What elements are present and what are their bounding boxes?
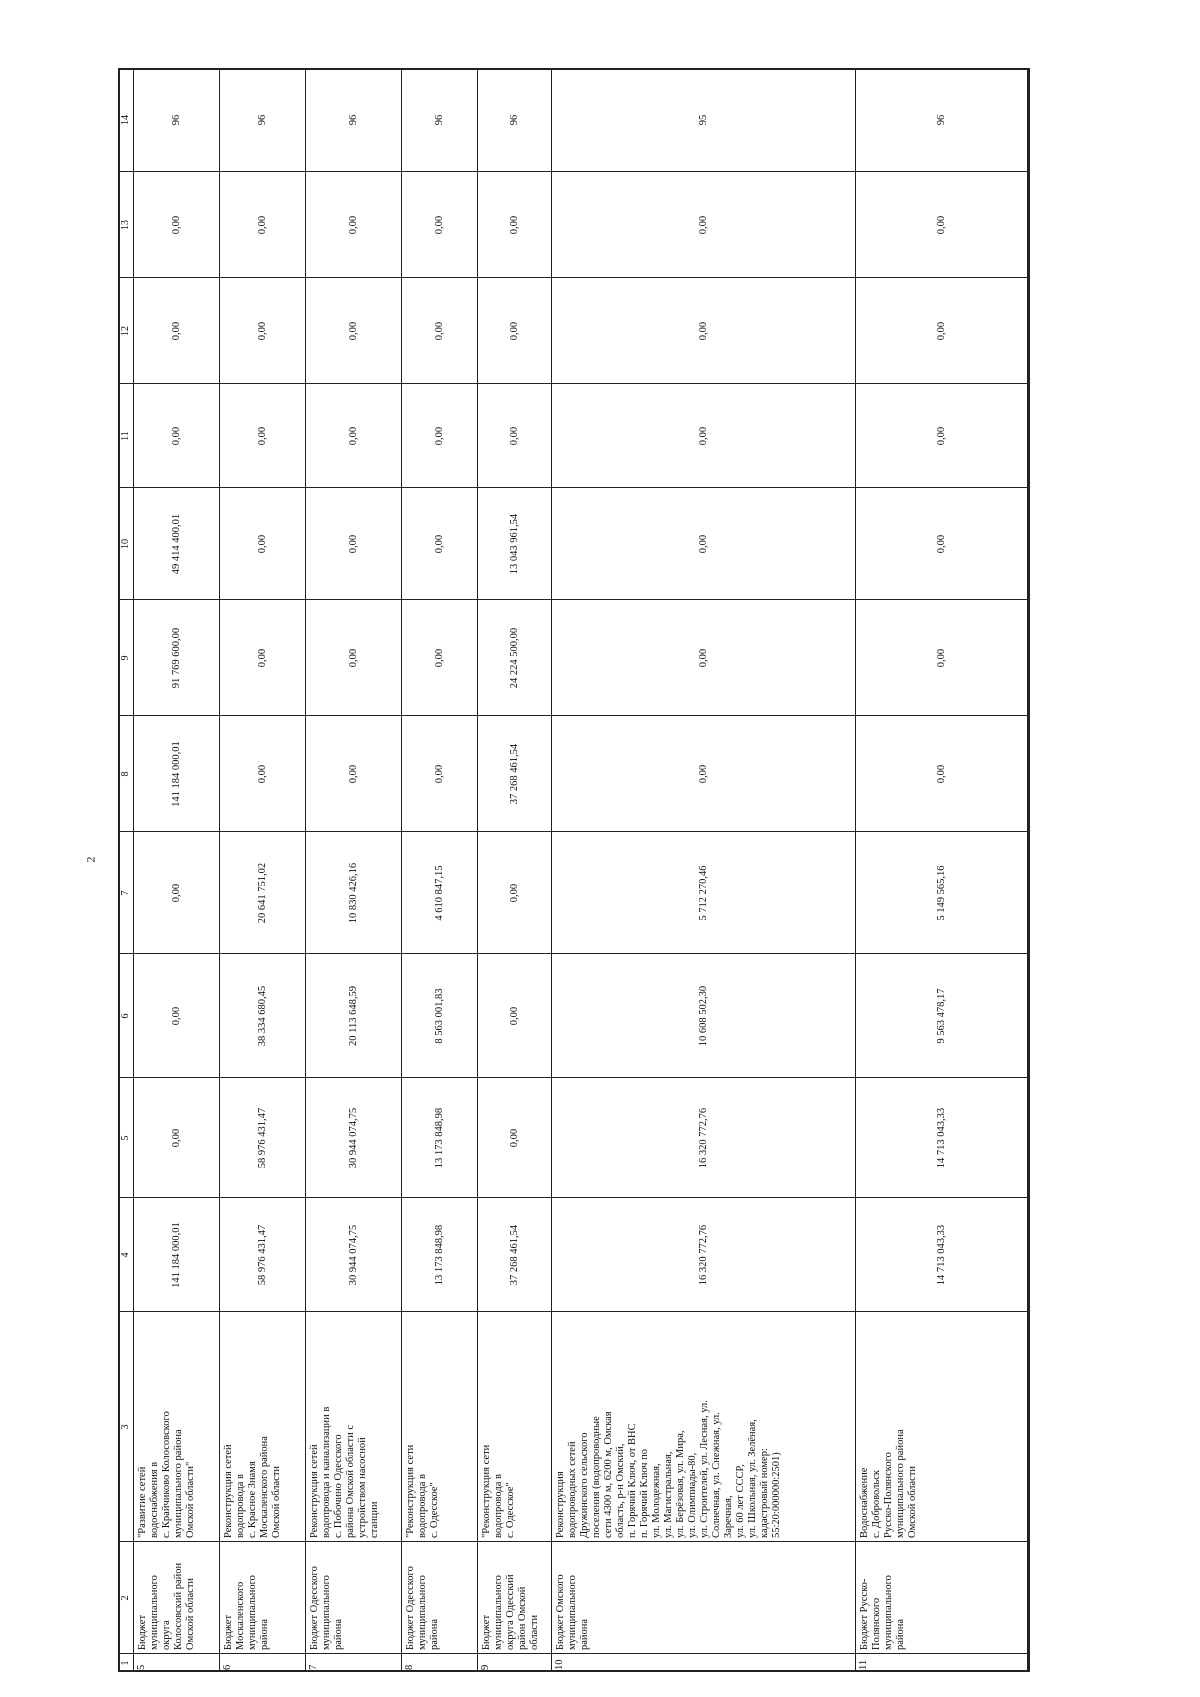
amount-value: 0,00 (936, 648, 947, 668)
amount-value: 0,00 (434, 764, 445, 784)
header-col-4 (118, 1198, 134, 1312)
header-col-number: 6 (120, 1013, 131, 1019)
table-cell-r10-c6 (552, 954, 856, 1078)
amount-value: 49 414 400,01 (171, 513, 182, 575)
table-cell-r10-c3 (552, 1312, 856, 1542)
amount-value: 0,00 (698, 648, 709, 668)
amount-value: 0,00 (509, 1006, 520, 1026)
table-cell-r8-c5 (402, 1078, 478, 1198)
amount-value: 0,00 (171, 426, 182, 446)
header-col-number: 3 (120, 1424, 131, 1430)
amount-value: 0,00 (936, 534, 947, 554)
table-cell-r5-c9 (134, 600, 220, 716)
table-cell-r8-c10 (402, 488, 478, 600)
table-cell-r11-c8 (856, 716, 1028, 832)
table-cell-r6-c7 (220, 832, 306, 954)
table-cell-r7-c5 (306, 1078, 402, 1198)
amount-value: 13 043 961,54 (509, 513, 520, 575)
table-cell-r9-c14 (478, 68, 552, 172)
amount-value: 5 149 565,16 (936, 865, 947, 921)
amount-value: 0,00 (257, 321, 268, 341)
amount-value: 0,00 (348, 764, 359, 784)
amount-value: 0,00 (936, 321, 947, 341)
header-col-number: 11 (120, 431, 131, 441)
amount-value: 0,00 (171, 883, 182, 903)
table-cell-r9-c6 (478, 954, 552, 1078)
table-cell-r9-c2 (478, 1542, 552, 1654)
table-cell-r9-c5 (478, 1078, 552, 1198)
table-cell-r5-c8 (134, 716, 220, 832)
table-cell-r8-c4 (402, 1198, 478, 1312)
table-cell-r6-c11 (220, 384, 306, 488)
amount-value: 0,00 (348, 648, 359, 668)
amount-value: 95 (698, 114, 709, 126)
table-cell-r5-c2 (134, 1542, 220, 1654)
table-cell-r10-c2 (552, 1542, 856, 1654)
table-cell-r9-c10 (478, 488, 552, 600)
amount-value: 14 713 043,33 (936, 1224, 947, 1286)
amount-value: 0,00 (509, 883, 520, 903)
amount-value: 96 (434, 114, 445, 126)
amount-value: 38 334 680,45 (257, 985, 268, 1047)
budget-source: Бюджет Одесского муниципального района (309, 1566, 344, 1650)
header-col-7 (118, 832, 134, 954)
amount-value: 13 173 848,98 (434, 1107, 445, 1169)
amount-value: 30 944 074,75 (348, 1224, 359, 1286)
amount-value: 0,00 (509, 426, 520, 446)
project-name: "Развитие сетей водоснабжения в с. Крайчиково Колосовского муниципального района Омской области" (137, 1411, 196, 1538)
amount-value: 10 608 502,30 (698, 985, 709, 1047)
budget-source: Бюджет Одесского муниципального района (405, 1566, 440, 1650)
table-cell-r6-c14 (220, 68, 306, 172)
table-cell-r11-c6 (856, 954, 1028, 1078)
project-name: Реконструкция сетей водопровода и канализации в с. Побочино Одесского района Омской области с устройством насосной станции (309, 1406, 380, 1538)
amount-value: 37 268 461,54 (509, 743, 520, 805)
table-cell-r7-c8 (306, 716, 402, 832)
table-cell-r10-c5 (552, 1078, 856, 1198)
table-cell-r5-c12 (134, 278, 220, 384)
row-number: 10 (554, 1659, 565, 1670)
amount-value: 0,00 (348, 426, 359, 446)
table-cell-r6-c4 (220, 1198, 306, 1312)
table-cell-r11-c12 (856, 278, 1028, 384)
header-col-number: 12 (120, 326, 131, 336)
table-cell-r5-c4 (134, 1198, 220, 1312)
table-cell-r10-c10 (552, 488, 856, 600)
row-number: 11 (858, 1659, 869, 1670)
amount-value: 0,00 (509, 215, 520, 235)
table-cell-r8-c2 (402, 1542, 478, 1654)
amount-value: 0,00 (171, 215, 182, 235)
amount-value: 0,00 (171, 321, 182, 341)
table-cell-r7-c9 (306, 600, 402, 716)
table-cell-r8-c8 (402, 716, 478, 832)
amount-value: 58 976 431,47 (257, 1224, 268, 1286)
project-name: "Реконструкция сети водопровода в с. Одесское" (405, 1444, 440, 1538)
table-cell-r10-c14 (552, 68, 856, 172)
header-col-number: 10 (120, 539, 131, 549)
table-cell-r8-c12 (402, 278, 478, 384)
amount-value: 0,00 (698, 534, 709, 554)
table-cell-r11-c3 (856, 1312, 1028, 1542)
table-cell-r5-c1 (134, 1654, 220, 1672)
header-col-number: 1 (120, 1660, 131, 1666)
amount-value: 91 769 600,00 (171, 627, 182, 689)
table-cell-r6-c10 (220, 488, 306, 600)
amount-value: 0,00 (434, 648, 445, 668)
amount-value: 0,00 (698, 215, 709, 235)
table-cell-r5-c5 (134, 1078, 220, 1198)
project-name: "Реконструкция сети водопровода в с. Одесское" (481, 1444, 516, 1538)
amount-value: 0,00 (257, 534, 268, 554)
amount-value: 10 830 426,16 (348, 862, 359, 924)
table-cell-r7-c7 (306, 832, 402, 954)
project-name: Водоснабжение с. Добровольск Русско-Полянского муниципального района Омской области (859, 1429, 918, 1538)
header-col-2 (118, 1542, 134, 1654)
header-col-14 (118, 68, 134, 172)
amount-value: 0,00 (936, 764, 947, 784)
table-cell-r6-c12 (220, 278, 306, 384)
table-cell-r7-c12 (306, 278, 402, 384)
amount-value: 0,00 (509, 321, 520, 341)
table-cell-r7-c3 (306, 1312, 402, 1542)
budget-source: Бюджет Москаленского муниципального района (223, 1575, 270, 1650)
table-cell-r10-c1 (552, 1654, 856, 1672)
row-number: 6 (222, 1664, 233, 1670)
amount-value: 0,00 (257, 426, 268, 446)
table-cell-r8-c1 (402, 1654, 478, 1672)
header-col-number: 2 (120, 1595, 131, 1601)
amount-value: 0,00 (257, 215, 268, 235)
project-name: Реконструкция водопроводных сетей Дружинского сельского поселения (водопроводные сети 4300 м, 6200 м, Омская область, р-н Омский, п. Горячий Ключ, от ВНС п. Горячий Ключ по ул. Молодежная, ул. Магистральная, ул. Берёзовая, ул. Мира, ул. Олимпиады-80, ул. Строителей, ул. Лесная, ул. Солнечная, ул. Снежная, ул. Заречная, ул. 60 лет СССР, ул. Школьная, ул. Зелёная, кадастровый номер: 55:20:000000:2501) (555, 1400, 782, 1538)
amount-value: 0,00 (348, 215, 359, 235)
amount-value: 0,00 (936, 426, 947, 446)
budget-source: Бюджет Омского муниципального района (555, 1574, 590, 1650)
table-cell-r10-c8 (552, 716, 856, 832)
table-cell-r8-c3 (402, 1312, 478, 1542)
table-cell-r6-c5 (220, 1078, 306, 1198)
table-cell-r9-c13 (478, 172, 552, 278)
amount-value: 96 (936, 114, 947, 126)
page-number: 2 (83, 856, 98, 863)
table-cell-r7-c6 (306, 954, 402, 1078)
table-cell-r11-c10 (856, 488, 1028, 600)
amount-value: 20 113 648,59 (348, 986, 359, 1046)
table-cell-r6-c2 (220, 1542, 306, 1654)
amount-value: 0,00 (171, 1128, 182, 1148)
table-cell-r10-c4 (552, 1198, 856, 1312)
row-number: 7 (308, 1664, 319, 1670)
amount-value: 0,00 (509, 1128, 520, 1148)
amount-value: 0,00 (348, 534, 359, 554)
header-col-12 (118, 278, 134, 384)
budget-source: Бюджет Русско- Полянского муниципального района (859, 1575, 906, 1650)
table-cell-r7-c2 (306, 1542, 402, 1654)
header-col-3 (118, 1312, 134, 1542)
amount-value: 0,00 (936, 215, 947, 235)
table-cell-r6-c8 (220, 716, 306, 832)
amount-value: 30 944 074,75 (348, 1107, 359, 1169)
amount-value: 0,00 (434, 215, 445, 235)
budget-source: Бюджет муниципального округа Одесский район Омской области (481, 1574, 540, 1650)
amount-value: 16 320 772,76 (698, 1224, 709, 1286)
header-col-13 (118, 172, 134, 278)
amount-value: 5 712 270,46 (698, 865, 709, 921)
table-cell-r7-c1 (306, 1654, 402, 1672)
table-cell-r5-c3 (134, 1312, 220, 1542)
header-col-number: 13 (120, 220, 131, 230)
header-col-10 (118, 488, 134, 600)
table-cell-r9-c3 (478, 1312, 552, 1542)
header-col-1 (118, 1654, 134, 1672)
row-number: 9 (480, 1664, 491, 1670)
table-cell-r8-c9 (402, 600, 478, 716)
amount-value: 13 173 848,98 (434, 1224, 445, 1286)
table-cell-r5-c13 (134, 172, 220, 278)
header-col-number: 9 (120, 655, 131, 661)
table-cell-r6-c1 (220, 1654, 306, 1672)
table-cell-r5-c11 (134, 384, 220, 488)
amount-value: 0,00 (257, 648, 268, 668)
table-cell-r7-c13 (306, 172, 402, 278)
amount-value: 37 268 461,54 (509, 1224, 520, 1286)
table-cell-r5-c14 (134, 68, 220, 172)
table-cell-r11-c9 (856, 600, 1028, 716)
table-cell-r11-c7 (856, 832, 1028, 954)
budget-table (118, 68, 1030, 1672)
table-cell-r7-c14 (306, 68, 402, 172)
header-col-9 (118, 600, 134, 716)
amount-value: 9 563 478,17 (936, 988, 947, 1044)
table-cell-r11-c5 (856, 1078, 1028, 1198)
table-cell-r11-c11 (856, 384, 1028, 488)
table-cell-r6-c6 (220, 954, 306, 1078)
amount-value: 4 610 847,15 (434, 865, 445, 921)
amount-value: 0,00 (434, 426, 445, 446)
amount-value: 141 184 000,01 (171, 1222, 182, 1288)
header-col-8 (118, 716, 134, 832)
amount-value: 96 (171, 114, 182, 126)
amount-value: 0,00 (698, 764, 709, 784)
amount-value: 16 320 772,76 (698, 1107, 709, 1169)
table-cell-r8-c14 (402, 68, 478, 172)
table-cell-r11-c2 (856, 1542, 1028, 1654)
table-cell-r11-c13 (856, 172, 1028, 278)
row-number: 8 (404, 1664, 415, 1670)
header-col-5 (118, 1078, 134, 1198)
header-col-number: 14 (120, 115, 131, 125)
header-col-number: 5 (120, 1135, 131, 1141)
table-cell-r9-c11 (478, 384, 552, 488)
table-cell-r8-c13 (402, 172, 478, 278)
amount-value: 141 184 000,01 (171, 741, 182, 807)
table-cell-r10-c11 (552, 384, 856, 488)
table-cell-r10-c13 (552, 172, 856, 278)
table-cell-r10-c12 (552, 278, 856, 384)
table-cell-r9-c8 (478, 716, 552, 832)
amount-value: 96 (257, 114, 268, 126)
amount-value: 8 563 001,83 (434, 988, 445, 1044)
header-col-number: 4 (120, 1252, 131, 1258)
amount-value: 14 713 043,33 (936, 1107, 947, 1169)
table-cell-r7-c4 (306, 1198, 402, 1312)
header-col-number: 7 (120, 890, 131, 896)
table-cell-r8-c7 (402, 832, 478, 954)
table-cell-r7-c11 (306, 384, 402, 488)
table-cell-r9-c4 (478, 1198, 552, 1312)
table-cell-r8-c11 (402, 384, 478, 488)
amount-value: 0,00 (257, 764, 268, 784)
amount-value: 0,00 (434, 321, 445, 341)
table-cell-r11-c1 (856, 1654, 1028, 1672)
amount-value: 0,00 (434, 534, 445, 554)
table-cell-r11-c14 (856, 68, 1028, 172)
table-cell-r9-c7 (478, 832, 552, 954)
budget-source: Бюджет муниципального округа Колосовский район Омской области (137, 1562, 196, 1650)
table-cell-r6-c3 (220, 1312, 306, 1542)
amount-value: 0,00 (698, 426, 709, 446)
amount-value: 20 641 751,02 (257, 862, 268, 924)
table-cell-r5-c6 (134, 954, 220, 1078)
table-cell-r9-c12 (478, 278, 552, 384)
table-cell-r6-c9 (220, 600, 306, 716)
amount-value: 0,00 (698, 321, 709, 341)
table-cell-r8-c6 (402, 954, 478, 1078)
row-number: 5 (136, 1664, 147, 1670)
table-cell-r6-c13 (220, 172, 306, 278)
table-cell-r9-c9 (478, 600, 552, 716)
table-cell-r9-c1 (478, 1654, 552, 1672)
header-col-6 (118, 954, 134, 1078)
table-cell-r10-c7 (552, 832, 856, 954)
amount-value: 0,00 (348, 321, 359, 341)
table-cell-r7-c10 (306, 488, 402, 600)
amount-value: 0,00 (171, 1006, 182, 1026)
table-cell-r5-c7 (134, 832, 220, 954)
table-cell-r5-c10 (134, 488, 220, 600)
header-col-11 (118, 384, 134, 488)
project-name: Реконструкция сетей водопровода в с. Красное Знамя Москаленского района Омской области (223, 1436, 282, 1538)
amount-value: 96 (348, 114, 359, 126)
table-cell-r10-c9 (552, 600, 856, 716)
amount-value: 58 976 431,47 (257, 1107, 268, 1169)
table-cell-r11-c4 (856, 1198, 1028, 1312)
header-col-number: 8 (120, 771, 131, 777)
amount-value: 96 (509, 114, 520, 126)
amount-value: 24 224 500,00 (509, 627, 520, 689)
